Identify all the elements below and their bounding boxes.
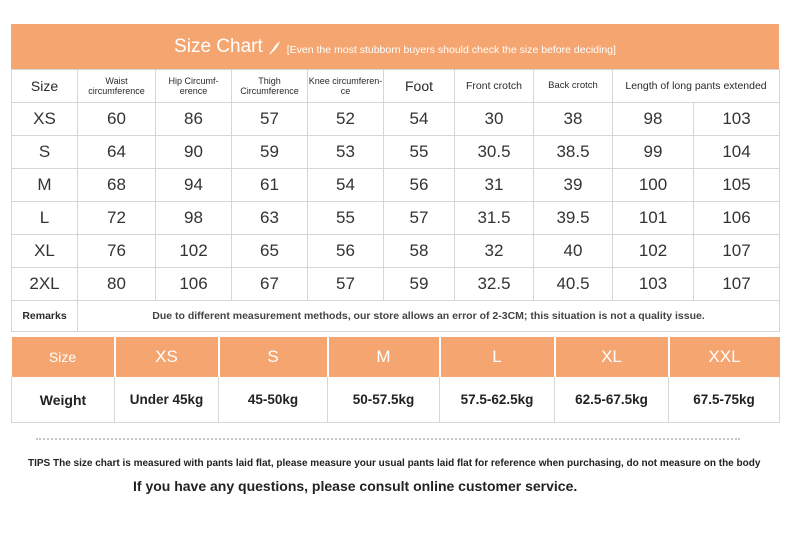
measurement-cell: 52 (308, 103, 384, 136)
measurement-cell: 90 (156, 136, 232, 169)
measurement-cell: 38.5 (534, 136, 613, 169)
header-note: [Even the most stubborn buyers should check the size before deciding] (286, 43, 616, 56)
measurement-cell: 80 (78, 268, 156, 301)
size-name-cell: XL (12, 235, 78, 268)
measurement-cell: 59 (384, 268, 455, 301)
table-row (12, 202, 780, 235)
measurement-cell: 103 (694, 103, 780, 136)
table-body (12, 103, 780, 301)
measurement-cell: 38 (534, 103, 613, 136)
weight-label: Weight (12, 377, 115, 423)
weight-cell: 57.5-62.5kg (440, 377, 555, 423)
column-header: Front crotch (455, 70, 534, 103)
size-row (12, 337, 780, 377)
size-name-cell: L (12, 202, 78, 235)
header-title: Size Chart (174, 35, 263, 57)
measurement-cell: 63 (232, 202, 308, 235)
measurement-cell: 60 (78, 103, 156, 136)
weight-cell: 45-50kg (219, 377, 328, 423)
measurement-cell: 86 (156, 103, 232, 136)
measurement-cell: 30 (455, 103, 534, 136)
measurement-cell: 39.5 (534, 202, 613, 235)
measurement-cell: 56 (384, 169, 455, 202)
size-name-cell: M (12, 169, 78, 202)
remarks-label: Remarks (12, 301, 78, 332)
measurement-cell: 100 (613, 169, 694, 202)
measurement-cell: 98 (613, 103, 694, 136)
size-cell: M (328, 337, 440, 377)
measurement-cell: 56 (308, 235, 384, 268)
column-header: Thigh Circumference (232, 70, 308, 103)
measurement-cell: 98 (156, 202, 232, 235)
measurement-cell: 40.5 (534, 268, 613, 301)
dotted-divider (36, 438, 740, 440)
weight-cell: 67.5-75kg (669, 377, 780, 423)
size-cell: XS (115, 337, 219, 377)
weight-cell: Under 45kg (115, 377, 219, 423)
column-header: Knee circumferen-ce (308, 70, 384, 103)
measurement-cell: 107 (694, 268, 780, 301)
measurement-cell: 61 (232, 169, 308, 202)
column-header: Length of long pants extended (613, 70, 780, 103)
measurement-cell: 102 (156, 235, 232, 268)
size-name-cell: S (12, 136, 78, 169)
measurement-cell: 103 (613, 268, 694, 301)
measurement-cell: 67 (232, 268, 308, 301)
measurement-cell: 55 (308, 202, 384, 235)
tips-text: TIPS The size chart is measured with pants laid flat, please measure your usual pants laid flat for reference when purchasing, do not measure on the body (28, 458, 761, 469)
table-row (12, 235, 780, 268)
measurement-cell: 65 (232, 235, 308, 268)
measurement-cell: 99 (613, 136, 694, 169)
measurement-cell: 68 (78, 169, 156, 202)
table-row (12, 136, 780, 169)
weight-cell: 50-57.5kg (328, 377, 440, 423)
measurement-cell: 32 (455, 235, 534, 268)
measurement-cell: 31.5 (455, 202, 534, 235)
measurement-cell: 57 (308, 268, 384, 301)
size-name-cell: 2XL (12, 268, 78, 301)
table-header-row (12, 70, 780, 103)
measurement-cell: 72 (78, 202, 156, 235)
size-chart-header (11, 24, 779, 69)
measurement-cell: 30.5 (455, 136, 534, 169)
measurement-cell: 59 (232, 136, 308, 169)
measurement-cell: 64 (78, 136, 156, 169)
measurement-cell: 32.5 (455, 268, 534, 301)
measurement-cell: 55 (384, 136, 455, 169)
remarks-row (12, 301, 780, 332)
measurement-cell: 39 (534, 169, 613, 202)
column-header: Size (12, 70, 78, 103)
table-row (12, 268, 780, 301)
size-label: Size (12, 337, 115, 377)
table-row (12, 169, 780, 202)
measurement-cell: 54 (308, 169, 384, 202)
measurement-cell: 31 (455, 169, 534, 202)
measurement-cell: 107 (694, 235, 780, 268)
weight-row (12, 377, 780, 423)
leaf-icon (269, 39, 281, 55)
measurement-cell: 105 (694, 169, 780, 202)
size-cell: L (440, 337, 555, 377)
measurement-cell: 94 (156, 169, 232, 202)
size-cell: S (219, 337, 328, 377)
column-header: Back crotch (534, 70, 613, 103)
measurement-cell: 40 (534, 235, 613, 268)
measurement-cell: 57 (384, 202, 455, 235)
measurement-cell: 76 (78, 235, 156, 268)
weight-size-table (11, 337, 780, 423)
size-measurement-table (11, 69, 780, 332)
measurement-cell: 53 (308, 136, 384, 169)
measurement-cell: 58 (384, 235, 455, 268)
measurement-cell: 57 (232, 103, 308, 136)
size-cell: XL (555, 337, 669, 377)
weight-cell: 62.5-67.5kg (555, 377, 669, 423)
size-name-cell: XS (12, 103, 78, 136)
measurement-cell: 102 (613, 235, 694, 268)
table-row (12, 103, 780, 136)
size-cell: XXL (669, 337, 780, 377)
contact-text: If you have any questions, please consult online customer service. (133, 478, 578, 494)
column-header: Hip Circumf-erence (156, 70, 232, 103)
column-header: Foot (384, 70, 455, 103)
measurement-cell: 101 (613, 202, 694, 235)
remarks-text: Due to different measurement methods, our store allows an error of 2-3CM; this situation is not a quality issue. (78, 301, 780, 332)
measurement-cell: 106 (694, 202, 780, 235)
measurement-cell: 104 (694, 136, 780, 169)
column-header: Waist circumference (78, 70, 156, 103)
measurement-cell: 106 (156, 268, 232, 301)
measurement-cell: 54 (384, 103, 455, 136)
